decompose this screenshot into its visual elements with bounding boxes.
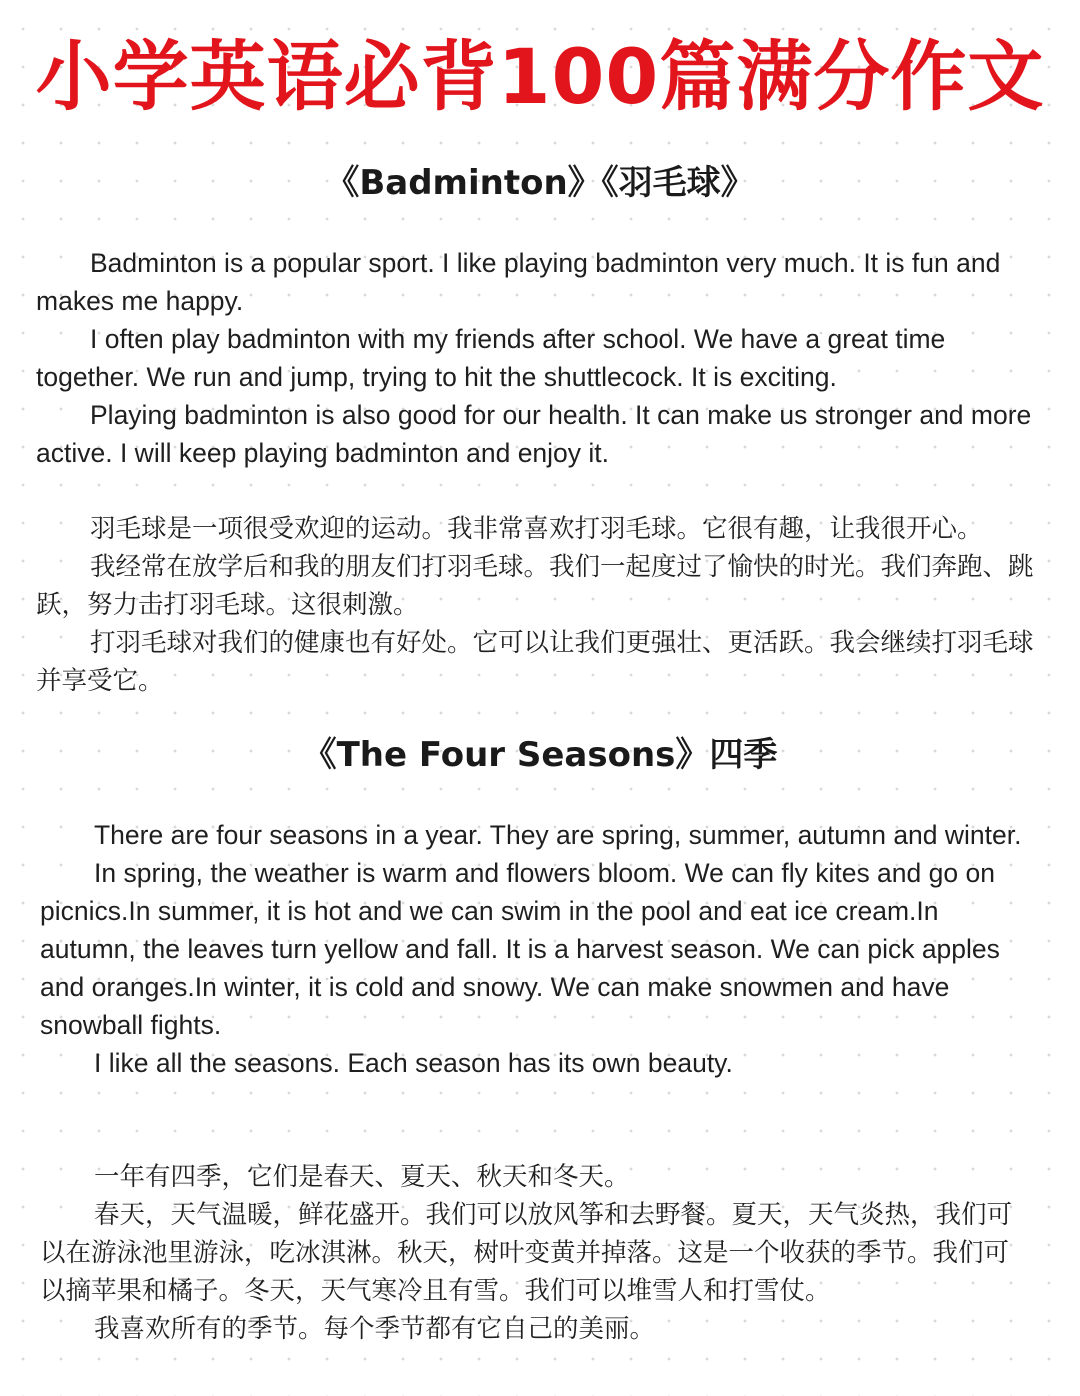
essay-title-badminton: 《Badminton》《羽毛球》: [325, 163, 755, 203]
essay-badminton-chinese: [36, 510, 1046, 700]
paragraph: Playing badminton is also good for our health. It can make us stronger and more active. I will keep playing badminton and enjoy it.: [36, 400, 1032, 468]
essay-badminton-english: [36, 244, 1036, 472]
essay-four-seasons-chinese: [40, 1158, 1025, 1348]
paragraph: 春天，天气温暖，鲜花盛开。我们可以放风筝和去野餐。夏天，天气炎热，我们可以在游泳池里游泳，吃冰淇淋。秋天，树叶变黄并掉落。这是一个收获的季节。我们可以摘苹果和橘子。冬天，天气寒冷且有雪。我们可以堆雪人和打雪仗。: [40, 1200, 1013, 1306]
essay-four-seasons-english: [40, 816, 1040, 1082]
essay-title-four-seasons: 《The Four Seasons》四季: [302, 735, 778, 775]
paragraph: I often play badminton with my friends after school. We have a great time together. We run and jump, trying to hit the shuttlecock. It is exciting.: [36, 324, 946, 392]
paragraph: In spring, the weather is warm and flowers bloom. We can fly kites and go on picnics.In summer, it is hot and we can swim in the pool and eat ice cream.In autumn, the leaves turn yellow and fall. It is a harvest season. We can pick apples and oranges.In winter, it is cold and snowy. We can make snowmen and have snowball fights.: [40, 858, 1000, 1040]
paragraph: 我喜欢所有的季节。每个季节都有它自己的美丽。: [94, 1314, 656, 1344]
paragraph: 一年有四季，它们是春天、夏天、秋天和冬天。: [94, 1162, 630, 1192]
page-title: 小学英语必背100篇满分作文: [35, 32, 1045, 121]
paragraph: 羽毛球是一项很受欢迎的运动。我非常喜欢打羽毛球。它很有趣，让我很开心。: [90, 514, 983, 544]
paragraph: There are four seasons in a year. They are spring, summer, autumn and winter.: [94, 820, 1022, 850]
paragraph: I like all the seasons. Each season has its own beauty.: [94, 1048, 733, 1078]
paragraph: 我经常在放学后和我的朋友们打羽毛球。我们一起度过了愉快的时光。我们奔跑、跳跃，努力击打羽毛球。这很刺激。: [36, 552, 1034, 620]
paragraph: Badminton is a popular sport. I like playing badminton very much. It is fun and makes me happy.: [36, 248, 1001, 316]
paragraph: 打羽毛球对我们的健康也有好处。它可以让我们更强壮、更活跃。我会继续打羽毛球并享受它。: [36, 628, 1034, 696]
